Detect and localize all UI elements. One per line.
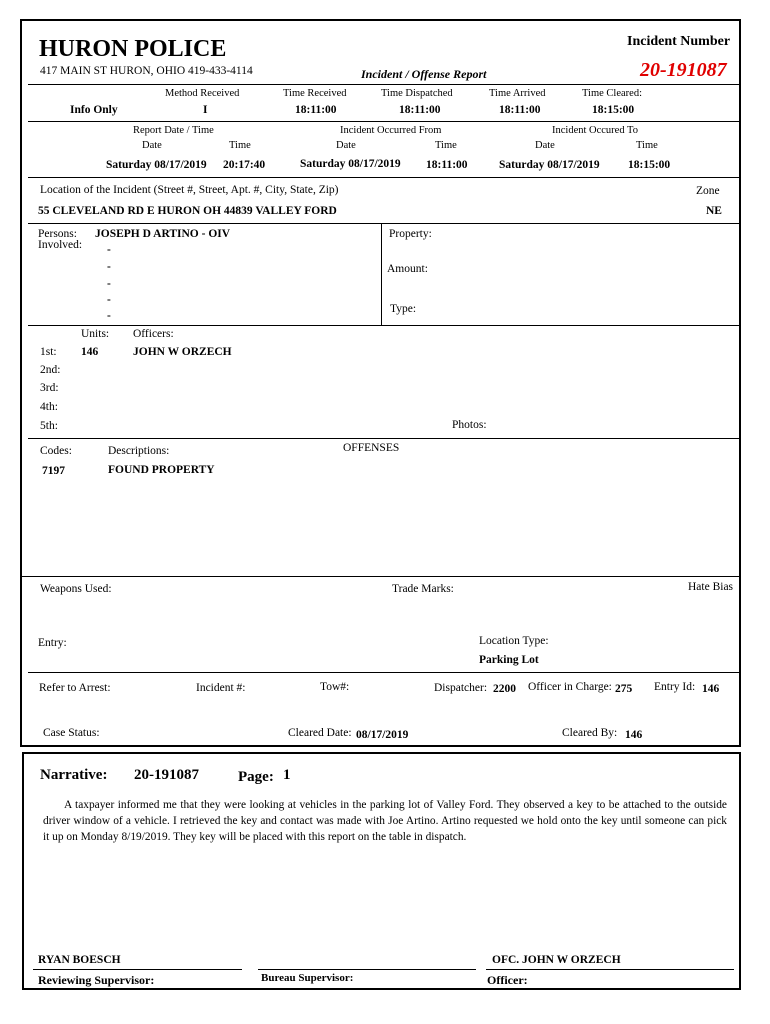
report-date-col-label: Date [142, 140, 162, 151]
time-dispatched-value: 18:11:00 [399, 104, 441, 116]
occurred-from-label: Incident Occurred From [340, 125, 442, 136]
officer-in-charge-label: Officer in Charge: [528, 681, 612, 693]
refer-label: Refer to Arrest: [39, 682, 111, 694]
property-label: Property: [389, 228, 432, 240]
entry-label: Entry: [38, 637, 67, 649]
officer-signature-line [486, 969, 734, 970]
unit-row-label-4: 4th: [40, 401, 58, 413]
persons-property-divider [381, 223, 382, 325]
to-time-col-label: Time [636, 140, 658, 151]
unit-row-label-1: 1st: [40, 346, 57, 358]
location-type-label: Location Type: [479, 635, 549, 647]
person-entry-5: - [107, 294, 111, 306]
unit-row-label-3: 3rd: [40, 382, 59, 394]
officers-label: Officers: [133, 328, 174, 340]
persons-label: Persons: [38, 228, 77, 240]
report-time-col-label: Time [229, 140, 251, 151]
times-divider [28, 121, 740, 122]
dispatcher-label: Dispatcher: [434, 682, 488, 694]
time-received-value: 18:11:00 [295, 104, 337, 116]
narrative-text: A taxpayer informed me that they were looking at vehicles in the parking lot of Valley Ford. They observed a key to be attached to the outside driver window of a vehicle. I retrieved the key and contact was made with Joe Artino. Artino requested we hold onto the key until someone can pick it up on Monday 8/19/2019. They key will be placed with this report on the table in dispatch. [43, 799, 727, 843]
offense-description: FOUND PROPERTY [108, 464, 215, 476]
weapons-label: Weapons Used: [40, 583, 112, 595]
person-entry-2: - [107, 244, 111, 256]
narrative-label: Narrative: [40, 767, 108, 783]
report-title: Incident / Offense Report [361, 67, 487, 81]
time-cleared-label: Time Cleared: [582, 88, 642, 99]
from-time-value: 18:11:00 [426, 159, 468, 171]
incident-hash-label: Incident #: [196, 682, 246, 694]
officer-in-charge-value: 275 [615, 683, 633, 695]
unit-row-unit-1: 146 [81, 346, 99, 358]
trade-marks-label: Trade Marks: [392, 583, 454, 595]
misc-divider [28, 672, 740, 673]
tow-label: Tow#: [320, 681, 350, 693]
narrative-number: 20-191087 [134, 767, 199, 783]
entry-id-label: Entry Id: [654, 681, 696, 693]
method-received-label: Method Received [165, 88, 240, 99]
narrative-box [22, 752, 741, 990]
persons-divider [28, 325, 740, 326]
photos-label: Photos: [452, 419, 487, 431]
method-received-value: I [203, 104, 208, 116]
location-divider [28, 223, 740, 224]
units-label: Units: [81, 328, 110, 340]
report-date-label: Report Date / Time [133, 125, 214, 136]
agency-address: 417 MAIN ST HURON, OHIO 419-433-4114 [40, 65, 253, 77]
dates-divider [28, 177, 740, 178]
unit-row-officer-1: JOHN W ORZECH [133, 346, 232, 358]
from-time-col-label: Time [435, 140, 457, 151]
amount-label: Amount: [387, 263, 428, 275]
descriptions-label: Descriptions: [108, 445, 170, 457]
offenses-title: OFFENSES [343, 442, 400, 454]
codes-label: Codes: [40, 445, 72, 457]
from-date-value: Saturday 08/17/2019 [300, 158, 401, 170]
from-date-col-label: Date [336, 140, 356, 151]
zone-value: NE [706, 205, 722, 217]
incident-number-label: Incident Number [627, 34, 731, 49]
occurred-to-label: Incident Occured To [552, 125, 638, 136]
time-arrived-value: 18:11:00 [499, 104, 541, 116]
to-date-col-label: Date [535, 140, 555, 151]
agency-title: HURON POLICE [39, 36, 227, 62]
unit-row-label-2: 2nd: [40, 364, 61, 376]
offense-code: 7197 [42, 465, 65, 477]
time-cleared-value: 18:15:00 [592, 104, 635, 116]
person-entry-1: JOSEPH D ARTINO - OIV [95, 228, 231, 240]
location-type-value: Parking Lot [479, 654, 539, 666]
incident-number: 20-191087 [640, 59, 727, 81]
location-label: Location of the Incident (Street #, Street, Apt. #, City, State, Zip) [40, 184, 339, 196]
info-only: Info Only [70, 104, 118, 116]
bureau-signature-line [258, 969, 476, 970]
header-divider [28, 84, 740, 85]
dispatcher-value: 2200 [493, 683, 516, 695]
cleared-by-value: 146 [625, 729, 643, 741]
entry-id-value: 146 [702, 683, 720, 695]
officer-name: OFC. JOHN W ORZECH [492, 954, 621, 966]
person-entry-3: - [107, 261, 111, 273]
report-time-value: 20:17:40 [223, 159, 266, 171]
cleared-date-value: 08/17/2019 [356, 729, 409, 741]
supervisor-signature-line [33, 969, 242, 970]
units-divider [28, 438, 740, 439]
cleared-date-label: Cleared Date: [288, 727, 352, 739]
to-date-value: Saturday 08/17/2019 [499, 159, 600, 171]
supervisor-name: RYAN BOESCH [38, 954, 121, 966]
involved-label: Involved: [38, 239, 83, 251]
time-received-label: Time Received [283, 88, 347, 99]
to-time-value: 18:15:00 [628, 159, 671, 171]
person-entry-6: - [107, 310, 111, 322]
offenses-divider [20, 576, 740, 577]
bureau-label: Bureau Supervisor: [261, 972, 354, 984]
page-label: Page: [238, 769, 274, 785]
cleared-by-label: Cleared By: [562, 727, 618, 739]
page-number: 1 [283, 767, 291, 783]
case-status-label: Case Status: [43, 727, 100, 739]
location-value: 55 CLEVELAND RD E HURON OH 44839 VALLEY FORD [38, 205, 337, 217]
zone-label: Zone [696, 185, 720, 197]
report-date-value: Saturday 08/17/2019 [106, 159, 207, 171]
supervisor-label: Reviewing Supervisor: [38, 973, 155, 987]
officer-label: Officer: [487, 973, 528, 987]
time-arrived-label: Time Arrived [489, 88, 546, 99]
type-label: Type: [390, 303, 417, 315]
person-entry-4: - [107, 278, 111, 290]
time-dispatched-label: Time Dispatched [381, 88, 453, 99]
unit-row-label-5: 5th: [40, 420, 58, 432]
hate-bias-label: Hate Bias [688, 581, 734, 593]
